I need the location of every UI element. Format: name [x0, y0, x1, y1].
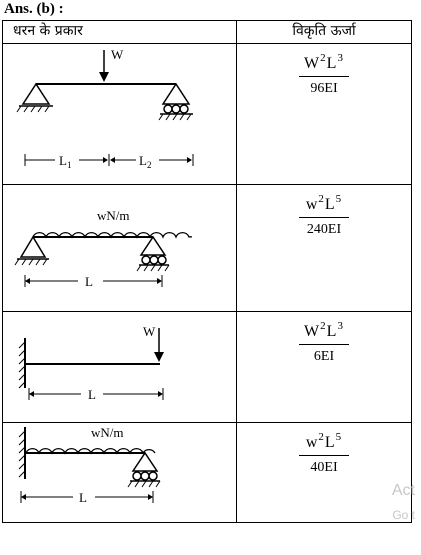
- beam-energy-table: [2, 20, 412, 523]
- fraction-bar: [299, 76, 349, 77]
- activation-watermark-line1: Act: [391, 482, 415, 499]
- fraction-bar: [299, 455, 349, 456]
- beam-diagram-cell: [3, 185, 237, 312]
- table-row: [3, 185, 412, 312]
- strain-energy-cell: [237, 312, 412, 423]
- cantilever-point-load-diagram: [3, 312, 226, 422]
- beam-diagram-cell: [3, 312, 237, 423]
- answer-label: Ans. (b) :: [4, 1, 64, 17]
- propped-cantilever-udl-diagram: [3, 423, 226, 522]
- strain-energy-formula: [237, 52, 411, 97]
- simply-supported-point-load-diagram: [3, 44, 226, 184]
- simply-supported-udl-diagram: [3, 185, 226, 311]
- table-row: [3, 44, 412, 185]
- load-label: wN/m: [91, 425, 124, 440]
- formula-denominator: 240EI: [306, 222, 342, 237]
- strain-energy-cell: [237, 44, 412, 185]
- span-label: L: [88, 387, 96, 402]
- fraction-bar: [299, 217, 349, 218]
- beam-diagram-cell: [3, 44, 237, 185]
- strain-energy-formula: [237, 320, 411, 365]
- formula-numerator: $W^2L^3$: [304, 52, 344, 72]
- strain-energy-formula: [237, 193, 411, 238]
- span-label: L: [79, 490, 87, 505]
- span-label: L: [85, 274, 93, 289]
- strain-energy-cell: [237, 185, 412, 312]
- strain-energy-formula: [237, 431, 411, 476]
- header-strain-energy: विकृति ऊर्जा: [237, 21, 412, 44]
- span2-label: $L_2$: [139, 153, 152, 170]
- table-row: [3, 312, 412, 423]
- fraction-bar: [299, 344, 349, 345]
- activation-watermark-line2: Go t: [392, 508, 415, 522]
- formula-denominator: 6EI: [313, 349, 335, 364]
- load-label: W: [143, 324, 156, 339]
- table-header-row: [3, 21, 412, 44]
- span1-label: $L_1$: [59, 153, 72, 170]
- beam-diagram-cell: [3, 423, 237, 523]
- load-label: wN/m: [97, 208, 130, 223]
- formula-denominator: 40EI: [310, 460, 338, 475]
- table-row: [3, 423, 412, 523]
- strain-energy-cell: [237, 423, 412, 523]
- formula-numerator: $w^2L^5$: [305, 431, 343, 451]
- header-beam-type: धरन के प्रकार: [3, 21, 237, 44]
- load-label: W: [111, 47, 124, 62]
- formula-denominator: 96EI: [310, 81, 338, 96]
- formula-numerator: $W^2L^3$: [304, 320, 344, 340]
- formula-numerator: $w^2L^5$: [305, 193, 343, 213]
